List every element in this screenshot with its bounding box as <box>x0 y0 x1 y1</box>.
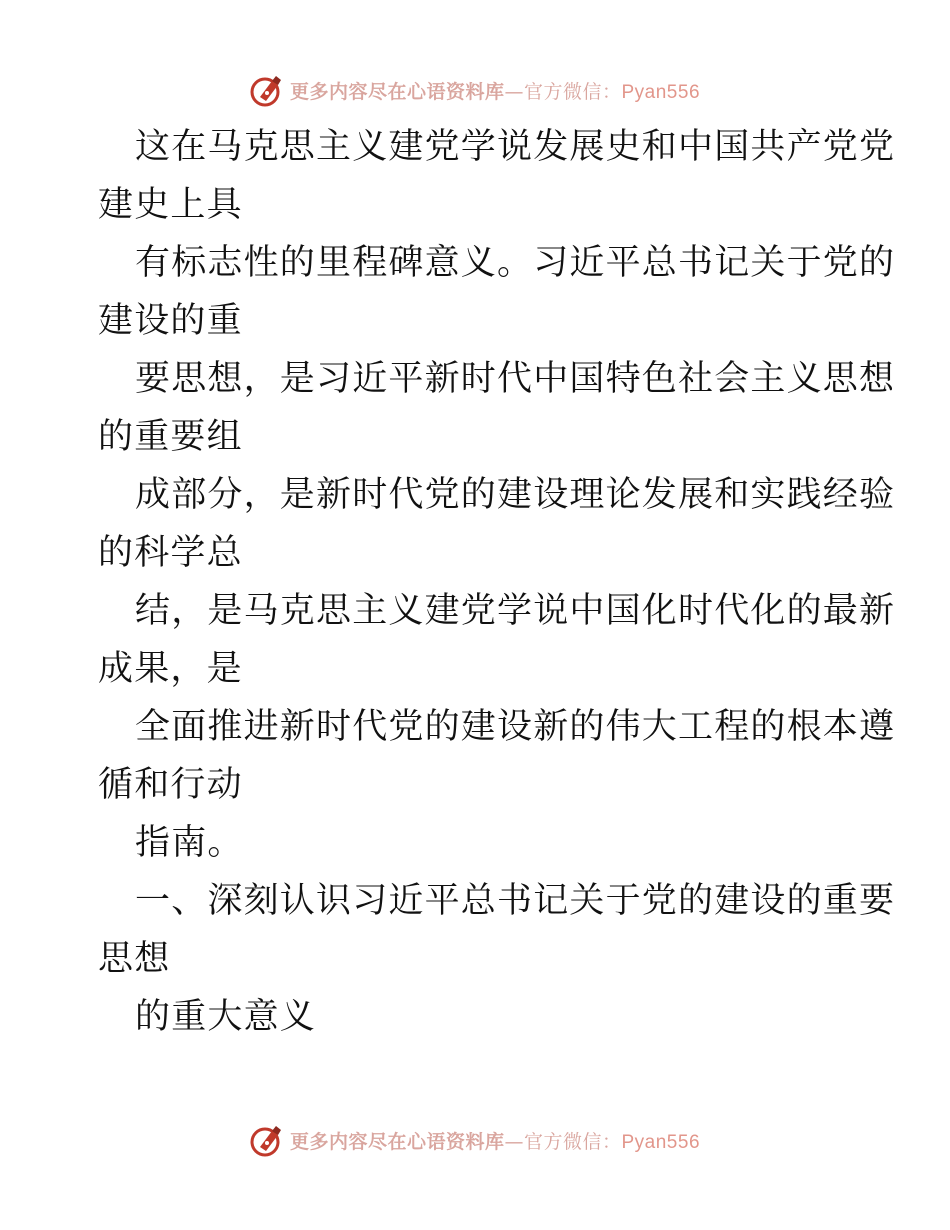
paragraph <box>98 988 858 1046</box>
paragraph-line: 循和行动 <box>98 765 243 805</box>
paragraph <box>98 350 896 466</box>
paragraph-line: 成部分，是新时代党的建设理论发展和实践经验 <box>135 475 896 515</box>
paragraph-line: 的重大意义 <box>135 997 317 1037</box>
paragraph <box>98 582 896 698</box>
paragraph-line: 建设的重 <box>98 301 243 341</box>
banner-wechat-id: Pyan556 <box>621 1131 701 1153</box>
paragraph-line: 的重要组 <box>98 417 243 457</box>
heading-line: 一、深刻认识习近平总书记关于党的建设的重要 <box>135 881 896 921</box>
heading-line: 思想 <box>98 939 171 979</box>
paragraph-line: 要思想，是习近平新时代中国特色社会主义思想 <box>135 359 896 399</box>
banner-wechat-label: 官方微信： <box>523 1130 622 1153</box>
paragraph-line: 指南。 <box>135 823 244 863</box>
banner-wechat-label: 官方微信： <box>523 80 622 103</box>
pen-nib-logo-icon <box>250 73 284 107</box>
paragraph-line: 的科学总 <box>98 533 243 573</box>
banner-site-text: 更多内容尽在心语资料库 <box>289 80 505 103</box>
paragraph-line: 这在马克思主义建党学说发展史和中国共产党党 <box>135 127 896 167</box>
banner-dash: — <box>504 1130 524 1153</box>
pen-nib-logo-icon <box>250 1123 284 1157</box>
section-heading <box>98 872 896 988</box>
footer-banner <box>0 1120 950 1160</box>
banner-wechat-id: Pyan556 <box>621 81 701 103</box>
paragraph <box>98 466 896 582</box>
banner-text <box>290 77 700 104</box>
paragraph <box>98 118 896 234</box>
banner-dash: — <box>504 80 524 103</box>
document-body <box>98 118 896 1046</box>
paragraph <box>98 698 896 814</box>
banner-text <box>290 1127 700 1154</box>
header-banner <box>0 70 950 110</box>
paragraph <box>98 234 896 350</box>
paragraph-line: 有标志性的里程碑意义。习近平总书记关于党的 <box>135 243 896 283</box>
paragraph-line: 结，是马克思主义建党学说中国化时代化的最新 <box>135 591 896 631</box>
paragraph-line: 成果，是 <box>98 649 243 689</box>
banner-site-text: 更多内容尽在心语资料库 <box>289 1130 505 1153</box>
paragraph-line: 全面推进新时代党的建设新的伟大工程的根本遵 <box>135 707 896 747</box>
paragraph <box>98 814 858 872</box>
paragraph-line: 建史上具 <box>98 185 243 225</box>
